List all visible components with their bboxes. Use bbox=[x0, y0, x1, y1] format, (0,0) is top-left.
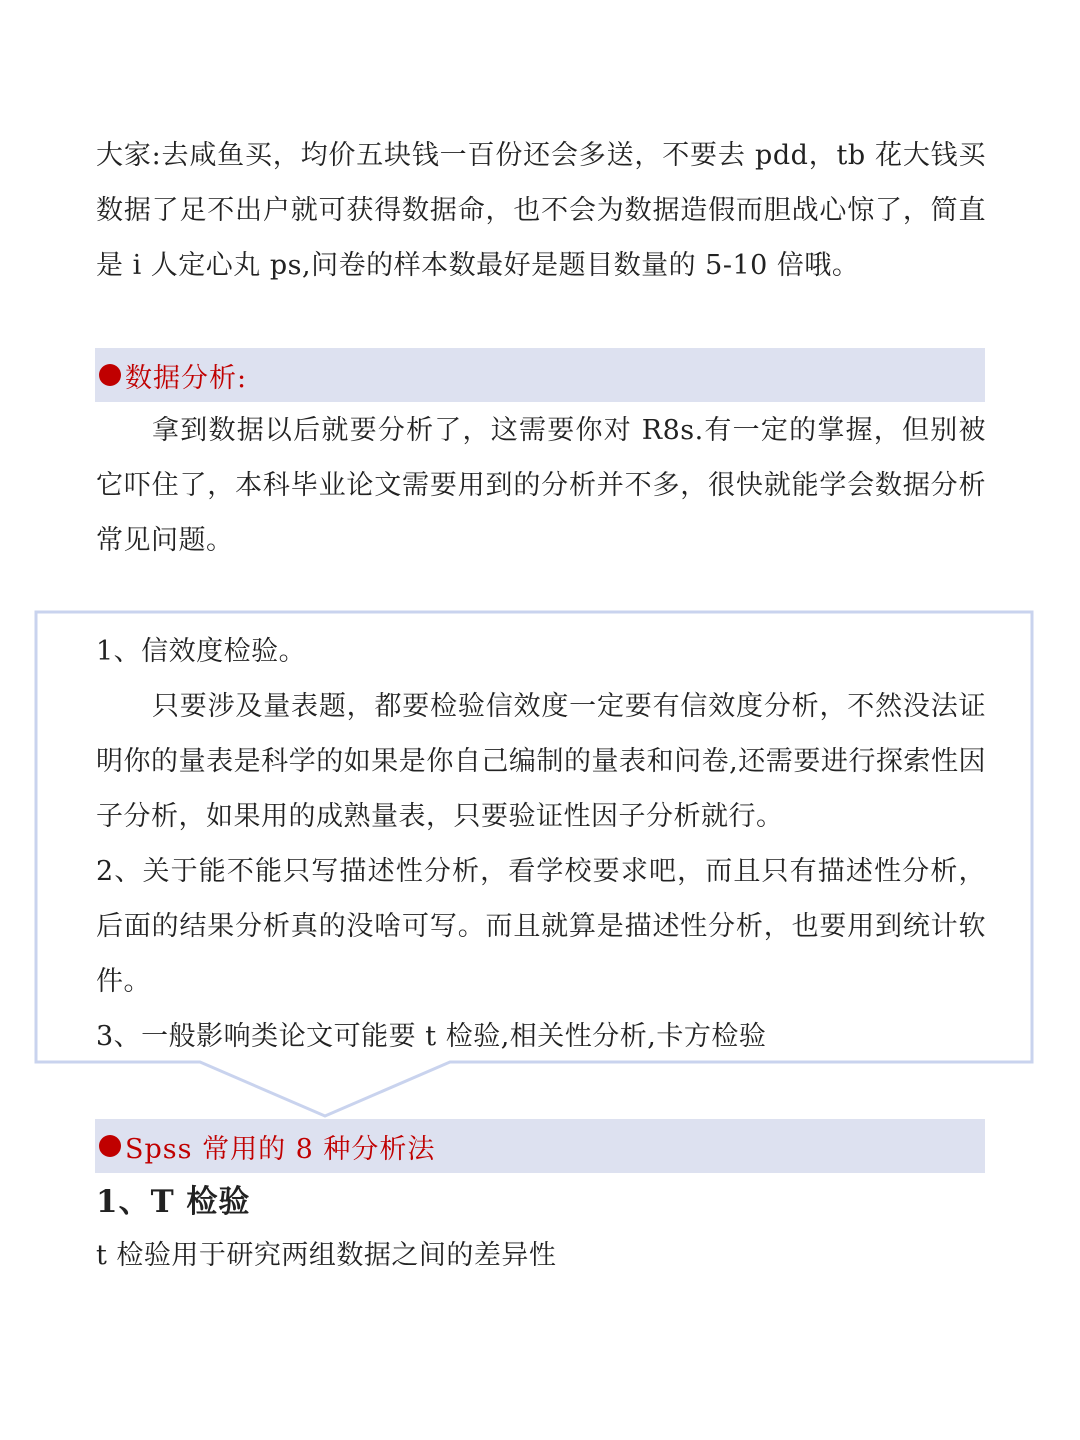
analysis-paragraph: 拿到数据以后就要分析了，这需要你对 R8s.有一定的掌握，但别被它吓住了，本科毕业论文需要用到的分析并不多，很快就能学会数据分析常见问题。 bbox=[96, 415, 986, 556]
callout-content bbox=[96, 624, 986, 1064]
section-title: 数据分析: bbox=[125, 362, 248, 394]
red-bullet-icon bbox=[99, 1135, 121, 1157]
intro-paragraph: 大家:去咸鱼买，均价五块钱一百份还会多送，不要去 pdd，tb 花大钱买数据了足不出户就可获得数据命，也不会为数据造假而胆战心惊了，简直是 i 人定心丸 ps,问卷的样本数最好是题目数量的 5-10 倍哦。 bbox=[96, 140, 986, 281]
callout-item2: 2、关于能不能只写描述性分析，看学校要求吧，而且只有描述性分析，后面的结果分析真的没啥可写。而且就算是描述性分析，也要用到统计软件。 bbox=[96, 856, 986, 997]
callout-item1-heading: 1、信效度检验。 bbox=[96, 636, 307, 667]
t-test-description: t 检验用于研究两组数据之间的差异性 bbox=[96, 1240, 557, 1271]
callout-item1-body: 只要涉及量表题，都要检验信效度一定要有信效度分析，不然没法证明你的量表是科学的如果是你自己编制的量表和问卷,还需要进行探索性因子分析，如果用的成熟量表，只要验证性因子分析就行。 bbox=[96, 691, 986, 832]
section-title: Spss 常用的 8 种分析法 bbox=[125, 1133, 436, 1165]
t-test-heading: 1、T 检验 bbox=[96, 1184, 251, 1220]
callout-item3: 3、一般影响类论文可能要 t 检验,相关性分析,卡方检验 bbox=[96, 1021, 767, 1052]
section-header-spss-methods bbox=[95, 1119, 985, 1173]
